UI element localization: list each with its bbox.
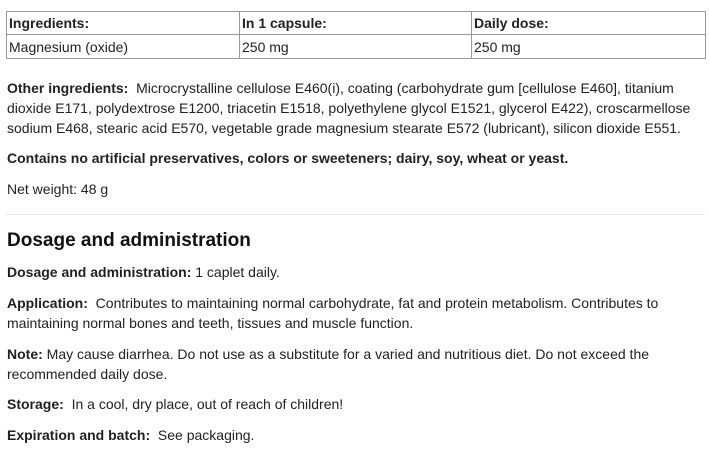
other-ingredients-text: Microcrystalline cellulose E460(i), coating (carbohydrate gum [cellulose E460], titanium dioxide E171, polydextrose E1200, triacetin E1518, polyethylene glycol E1521, glycerol E422), croscarmellose sodium E468, stearic acid E570, vegetable grade magnesium stearate E572 (lubricant), silicon dioxide E551.: [7, 80, 691, 136]
net-weight: Net weight: 48 g: [7, 181, 109, 197]
dosage-paragraph: [7, 262, 697, 282]
application-paragraph: [7, 293, 697, 333]
note-paragraph: [7, 344, 697, 384]
storage-label: Storage:: [7, 396, 64, 412]
header-ingredients: Ingredients:: [7, 12, 240, 35]
cell-per-capsule: 250 mg: [240, 35, 472, 59]
application-text: Contributes to maintaining normal carbohydrate, fat and protein metabolism. Contributes to maintaining normal bones and teeth, tissues and muscle function.: [7, 295, 659, 331]
other-ingredients-paragraph: [7, 78, 697, 138]
section-heading: Dosage and administration: [7, 230, 251, 251]
dosage-label: Dosage and administration:: [7, 264, 192, 280]
header-daily-dose: Daily dose:: [472, 12, 706, 35]
free-from-statement: Contains no artificial preservatives, colors or sweeteners; dairy, soy, wheat or yeast.: [7, 150, 569, 166]
note-label: Note:: [7, 346, 43, 362]
dosage-text: 1 caplet daily.: [195, 264, 280, 280]
storage-text: In a cool, dry place, out of reach of children!: [71, 396, 344, 412]
expiration-label: Expiration and batch:: [7, 427, 151, 443]
ingredients-table: [6, 11, 706, 59]
section-divider: [6, 214, 705, 215]
expiration-paragraph: [7, 425, 697, 445]
cell-daily-dose: 250 mg: [472, 35, 706, 59]
other-ingredients-label: Other ingredients:: [7, 80, 129, 96]
cell-ingredient-name: Magnesium (oxide): [7, 35, 240, 59]
header-per-capsule: In 1 capsule:: [240, 12, 472, 35]
note-text: May cause diarrhea. Do not use as a substitute for a varied and nutritious diet. Do not exceed the recommended daily dose.: [7, 346, 650, 382]
application-label: Application:: [7, 295, 88, 311]
table-row: [7, 35, 706, 59]
expiration-text: See packaging.: [157, 427, 255, 443]
storage-paragraph: [7, 394, 697, 414]
ingredients-table-header-row: [7, 12, 706, 35]
